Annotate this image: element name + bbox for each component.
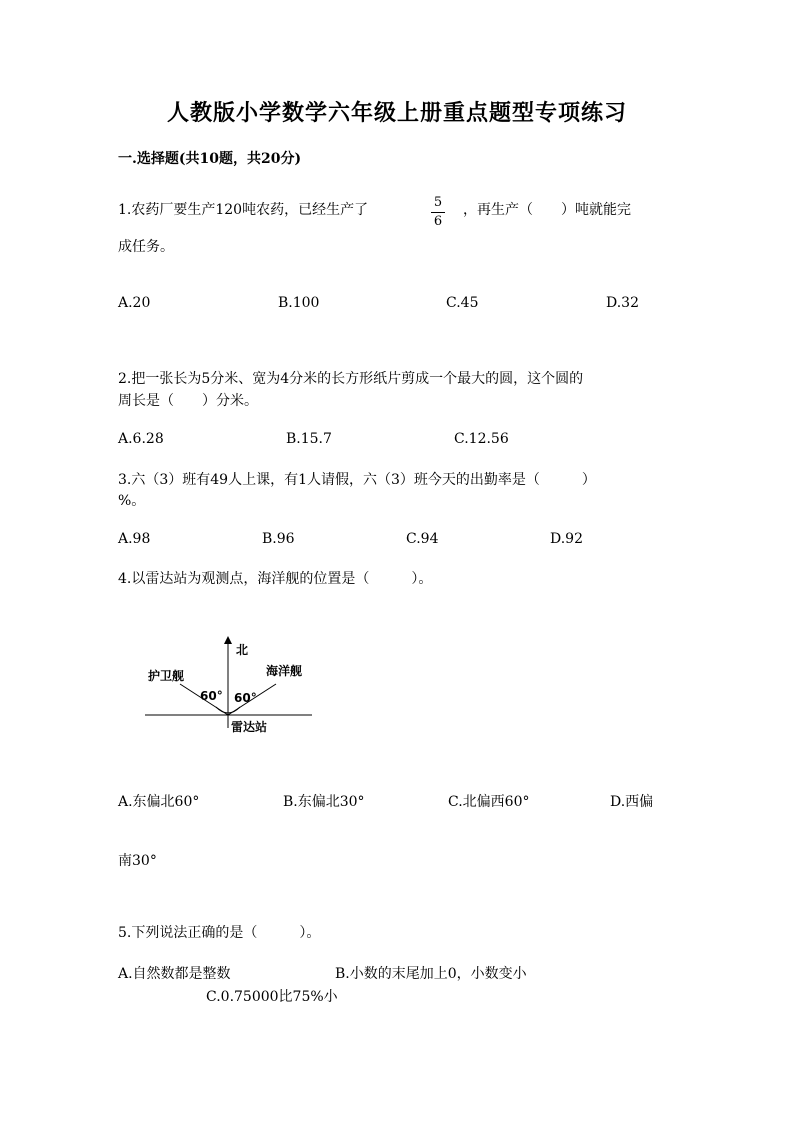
question-4-text: 4.以雷达站为观测点，海洋舰的位置是（ ）。 [118, 571, 433, 587]
question-3-line-1: 3.六（3）班有49人上课，有1人请假，六（3）班今天的出勤率是（ ） [118, 472, 596, 488]
fraction-bar [431, 212, 445, 213]
question-2-line-1: 2.把一张长为5分米、宽为4分米的长方形纸片剪成一个最大的圆，这个圆的 [118, 371, 584, 387]
question-3-option-d[interactable]: D.92 [550, 531, 583, 547]
fraction-denominator: 6 [433, 214, 443, 229]
ocean-ship-label: 海洋舰 [266, 664, 303, 678]
left-angle-label: 60° [200, 689, 223, 703]
question-5-option-b[interactable]: B.小数的末尾加上0，小数变小 [335, 966, 527, 982]
question-1-option-c[interactable]: C.45 [446, 295, 479, 311]
question-4-option-b[interactable]: B.东偏北30° [283, 794, 365, 810]
question-4-option-d[interactable]: D.西偏 [610, 794, 654, 810]
section-heading: 一.选择题(共10题，共20分) [118, 151, 302, 167]
question-2-option-b[interactable]: B.15.7 [286, 431, 332, 447]
question-2-option-c[interactable]: C.12.56 [454, 431, 509, 447]
right-angle-label: 60° [234, 691, 257, 705]
question-3-line-2: %。 [118, 493, 146, 509]
fraction-numerator: 5 [433, 195, 443, 210]
question-5-option-c[interactable]: C.0.75000比75%小 [206, 989, 338, 1005]
question-1-text-c: 成任务。 [118, 239, 174, 255]
question-5-text: 5.下列说法正确的是（ ）。 [118, 925, 321, 941]
page-title: 人教版小学数学六年级上册重点题型专项练习 [166, 100, 627, 126]
question-2-option-a[interactable]: A.6.28 [118, 431, 164, 447]
question-3-option-b[interactable]: B.96 [262, 531, 295, 547]
escort-ship-label: 护卫舰 [148, 669, 185, 683]
question-4-option-d-wrap: 南30° [118, 853, 157, 869]
question-5-option-a[interactable]: A.自然数都是整数 [118, 966, 231, 982]
question-1-option-d[interactable]: D.32 [606, 295, 639, 311]
radar-station-label: 雷达站 [231, 720, 268, 734]
question-3-option-a[interactable]: A.98 [118, 531, 151, 547]
question-1-text-a: 1.农药厂要生产120吨农药，已经生产了 [118, 202, 369, 218]
question-1-option-a[interactable]: A.20 [118, 295, 151, 311]
radar-direction-diagram [140, 630, 320, 740]
question-1-option-b[interactable]: B.100 [278, 295, 320, 311]
question-4-option-a[interactable]: A.东偏北60° [118, 794, 200, 810]
question-1-fraction [431, 195, 445, 230]
question-2-line-2: 周长是（ ）分米。 [118, 393, 258, 409]
question-1-text-b: ，再生产（ ）吨就能完 [463, 202, 631, 218]
north-label: 北 [236, 643, 249, 657]
question-4-option-c[interactable]: C.北偏西60° [448, 794, 530, 810]
question-3-option-c[interactable]: C.94 [406, 531, 439, 547]
